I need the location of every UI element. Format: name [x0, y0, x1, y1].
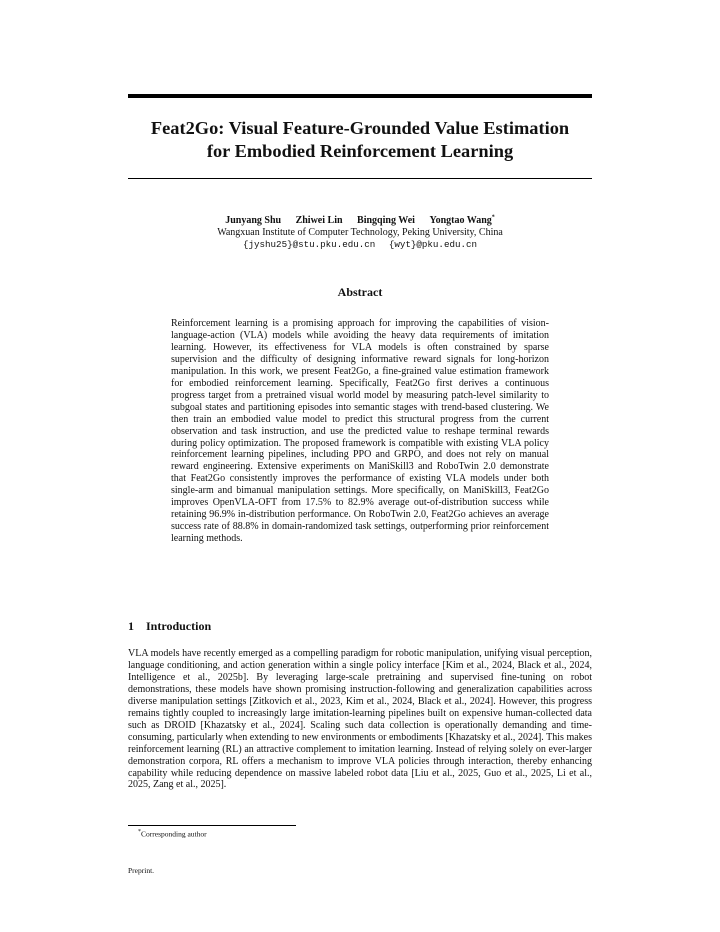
section-number: 1 — [128, 619, 134, 633]
abstract-text: Reinforcement learning is a promising approach for improving the capabilities of vision-language-action (VLA) models while avoiding the heavy data requirements of imitation learning. However, its effectiveness for VLA models is often constrained by sparse supervision and the difficulty of designing informative reward signals for long-horizon manipulation. In this work, we present Feat2Go, a fine-grained value estimation framework for embodied reinforcement learning. Specifically, Feat2Go first derives a continuous progress target from a pretrained visual world model by measuring patch-level similarity to subgoal states and partitioning episodes into semantic stages with trend-based clustering. We then train an embodied value model to predict this structural progress from the current observation and task instruction, and use the predicted value to reshape terminal rewards during policy optimization. The proposed framework is compatible with existing VLA policy reinforcement learning pipelines, including PPO and GRPO, and does not rely on manual reward engineering. Extensive experiments on ManiSkill3 and RoboTwin 2.0 demonstrate that Feat2Go consistently improves the performance of existing VLA models under both single-arm and bimanual manipulation settings. More specifically, on ManiSkill3, Feat2Go improves OpenVLA-OFT from 17.5% to 82.9% average out-of-distribution success while retaining 96.9% in-distribution performance. On RoboTwin 2.0, Feat2Go achieves an average success rate of 88.8% in domain-randomized task settings, outperforming prior reinforcement learning methods. — [171, 318, 549, 545]
title-bottom-rule — [128, 178, 592, 179]
author-name: Yongtao Wang* — [429, 215, 495, 227]
paper-title — [128, 117, 592, 163]
author-name: Zhiwei Lin — [295, 215, 343, 227]
arxiv-sidebar — [0, 0, 60, 932]
abstract-heading: Abstract — [337, 285, 383, 299]
author-names — [128, 212, 592, 227]
email-line — [128, 239, 592, 251]
footnote-text: Corresponding author — [141, 829, 207, 839]
title-line-1: Feat2Go: Visual Feature-Grounded Value Estimation — [150, 118, 570, 138]
top-rule — [128, 94, 592, 98]
footnote-rule — [128, 825, 296, 826]
introduction-paragraph: VLA models have recently emerged as a compelling paradigm for robotic manipulation, unifying visual perception, language conditioning, and action generation within a single policy interface [Kim et al., 2024, Black et al., 2024, Intelligence et al., 2025b]. By leveraging large-scale pretraining and supervised fine-tuning on robot demonstrations, these models have shown promising instruction-following and generalization capabilities across diverse manipulation settings [Zitkovich et al., 2023, Kim et al., 2024, Black et al., 2024]. However, this progress remains tightly coupled to increasingly large imitation-learning pipelines built on expensive human-collected data such as DROID [Khazatsky et al., 2024]. Scaling such data collection is operationally demanding and time-consuming, particularly when extending to new environments or embodiments [Khazatsky et al., 2024]. This makes reinforcement learning (RL) an attractive complement to imitation learning. Instead of relying solely on ever-larger demonstration corpora, RL offers a mechanism to improve VLA policies through interaction, thereby enhancing capability while reducing dependence on massive labeled robot data [Liu et al., 2025, Guo et al., 2025, Li et al., 2025, Zang et al., 2025]. — [128, 648, 592, 791]
email-address: {wyt}@pku.edu.cn — [388, 239, 478, 251]
footnote-mark: * — [138, 829, 141, 835]
corresponding-mark: * — [491, 215, 495, 221]
footnote — [128, 829, 207, 839]
author-block — [128, 212, 592, 251]
section-title: Introduction — [146, 619, 212, 633]
preprint-label: Preprint. — [128, 866, 155, 875]
section-heading — [128, 619, 211, 634]
title-line-2: for Embodied Reinforcement Learning — [206, 141, 514, 161]
affiliation: Wangxuan Institute of Computer Technology, Peking University, China — [217, 227, 503, 239]
email-address: {jyshu25}@stu.pku.edu.cn — [242, 239, 376, 251]
author-name: Junyang Shu — [225, 215, 282, 227]
author-name: Bingqing Wei — [357, 215, 415, 227]
